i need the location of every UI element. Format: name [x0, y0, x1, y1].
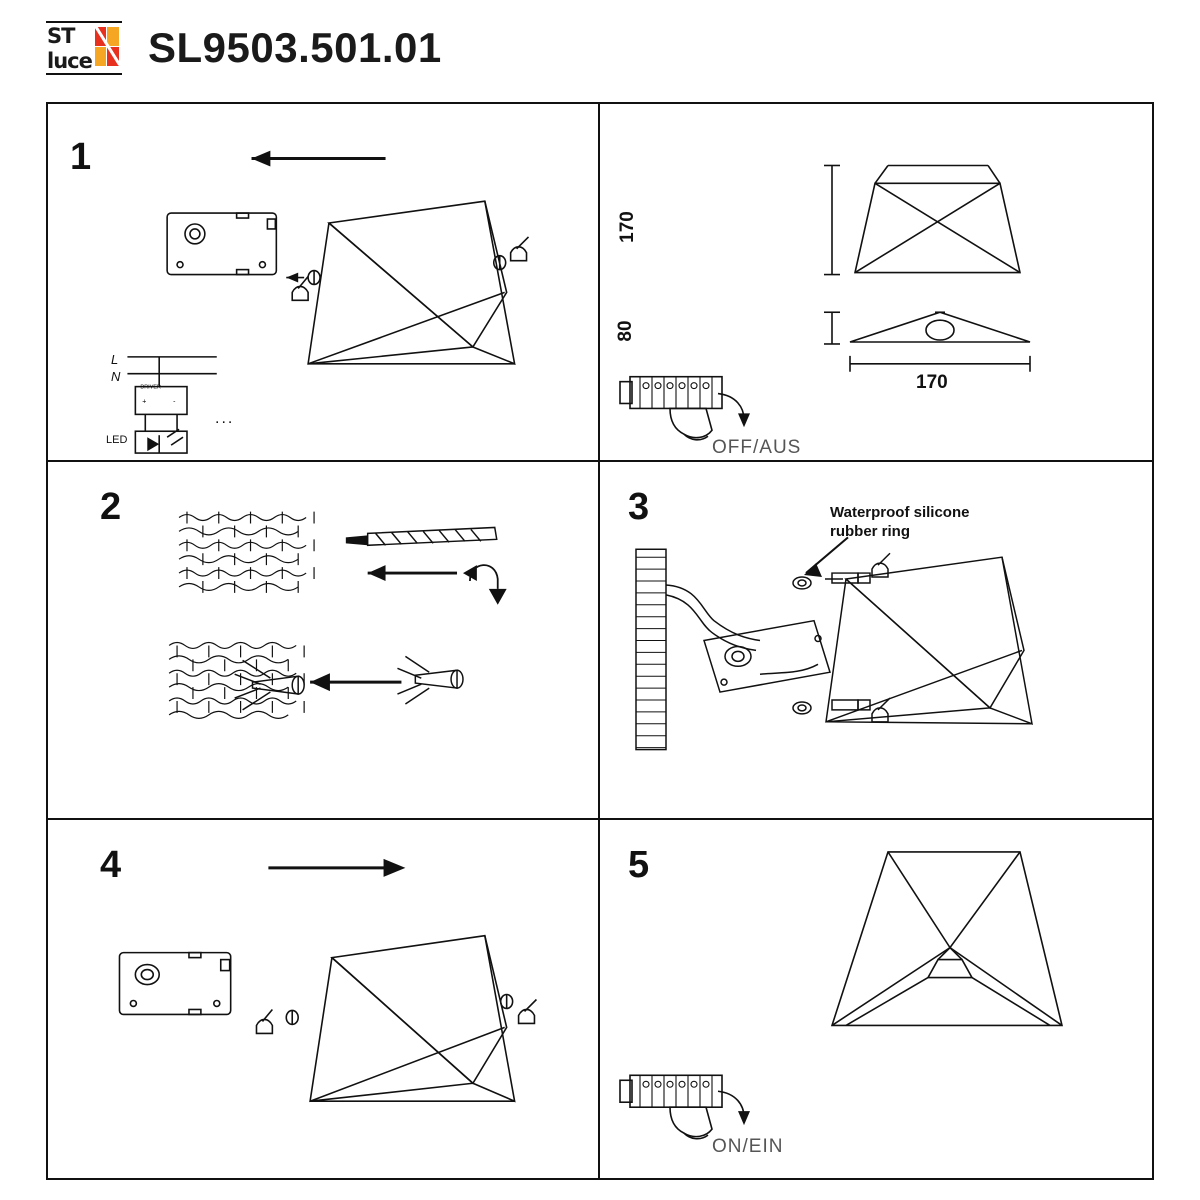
step-panel-1	[48, 104, 600, 462]
header	[46, 16, 442, 80]
step-number-3: 3	[628, 486, 650, 528]
step-2-illustration	[48, 462, 598, 818]
brand-logo	[46, 21, 122, 75]
dimensions-panel	[600, 104, 1152, 462]
step-panel-5	[600, 820, 1152, 1178]
silicone-note-line-2: rubber ring	[830, 522, 911, 540]
svg-text:-: -	[173, 398, 176, 406]
step-panel-2	[48, 462, 600, 820]
logo-text-st: ST	[47, 24, 75, 48]
svg-text:+: +	[142, 398, 147, 406]
steps-grid	[46, 102, 1154, 1180]
step-5-illustration	[600, 820, 1152, 1178]
svg-text:DRIVER: DRIVER	[140, 384, 161, 391]
silicone-note-line-1: Waterproof silicone	[830, 504, 970, 521]
step-1-illustration	[48, 104, 598, 460]
step-panel-4	[48, 820, 600, 1178]
logo-rule-top	[46, 21, 122, 23]
power-on-label: ON/EIN	[712, 1136, 784, 1157]
step-4-illustration	[48, 820, 598, 1178]
step-number-2: 2	[100, 486, 122, 528]
step-number-5: 5	[628, 844, 650, 886]
step-number-4: 4	[100, 844, 122, 886]
wire-label-neutral: N	[111, 369, 121, 384]
continuation-dots: ...	[215, 410, 235, 427]
led-label: LED	[106, 434, 128, 446]
dimensions-illustration	[600, 104, 1152, 460]
power-off-label: OFF/AUS	[712, 437, 802, 458]
page-title: SL9503.501.01	[148, 24, 442, 71]
dimension-width: 170	[916, 372, 948, 393]
wire-label-live: L	[111, 352, 119, 367]
logo-text-luce: luce	[47, 49, 92, 73]
logo-mark-icon	[95, 27, 119, 67]
step-number-1: 1	[70, 136, 92, 178]
step-panel-3	[600, 462, 1152, 820]
logo-rule-bottom	[46, 73, 122, 75]
dimension-height: 170	[617, 211, 638, 243]
dimension-depth: 80	[615, 320, 636, 342]
silicone-ring-note	[830, 504, 969, 542]
